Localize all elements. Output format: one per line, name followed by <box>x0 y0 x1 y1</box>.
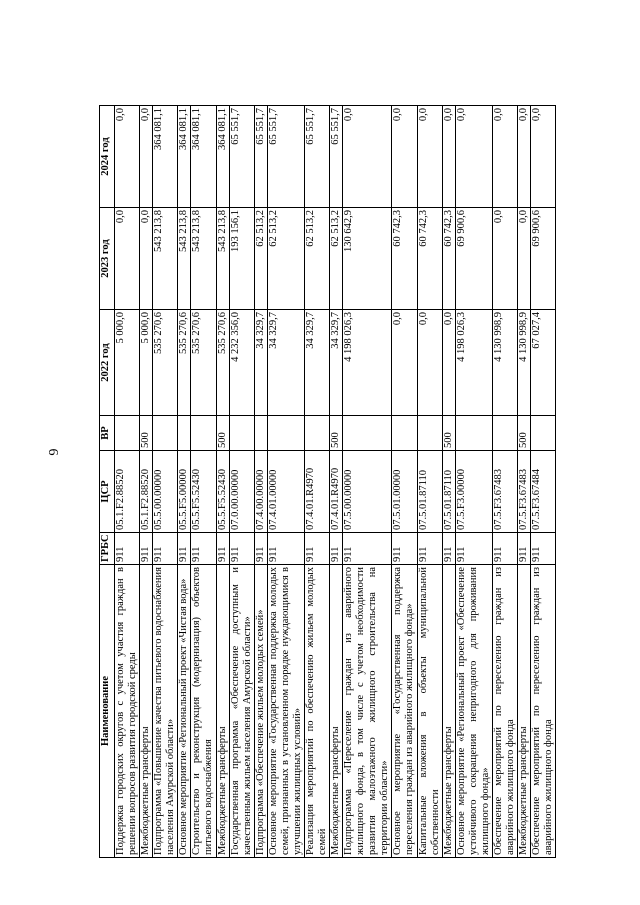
cell-2024: 0,0 <box>531 106 556 208</box>
cell-2024: 364 081,1 <box>178 106 191 208</box>
cell-csr: 07.5.F3.67483 <box>492 451 517 533</box>
cell-csr: 05.5.00.00000 <box>153 451 178 533</box>
cell-csr: 07.4.01.00000 <box>267 451 304 533</box>
cell-2024: 0,0 <box>115 106 140 208</box>
cell-csr: 07.5.01.00000 <box>392 451 417 533</box>
cell-vr <box>153 416 178 451</box>
col-header-grbs: ГРБС <box>100 533 115 565</box>
cell-2023: 60 742,3 <box>392 208 417 310</box>
cell-grbs: 911 <box>140 533 153 565</box>
table-row <box>492 106 517 858</box>
cell-2024: 364 081,1 <box>191 106 216 208</box>
cell-csr: 07.4.01.R4970 <box>330 451 343 533</box>
rotated-table-container <box>99 106 584 858</box>
cell-2023: 60 742,3 <box>442 208 455 310</box>
cell-vr: 500 <box>330 416 343 451</box>
cell-2023: 69 900,6 <box>455 208 492 310</box>
cell-grbs: 911 <box>442 533 455 565</box>
cell-2024: 65 551,7 <box>304 106 329 208</box>
cell-name: Реализация мероприятий по обеспечению жильем молодых семей <box>304 565 329 858</box>
cell-name: Межбюджетные трансферты <box>330 565 343 858</box>
cell-2024: 65 551,7 <box>254 106 267 208</box>
col-header-2024: 2024 год <box>100 106 115 208</box>
cell-grbs: 911 <box>492 533 517 565</box>
col-header-name: Наименование <box>100 565 115 858</box>
cell-grbs: 911 <box>178 533 191 565</box>
cell-grbs: 911 <box>392 533 417 565</box>
cell-grbs: 911 <box>518 533 531 565</box>
cell-2024: 0,0 <box>343 106 392 208</box>
cell-2022: 0,0 <box>392 310 417 416</box>
cell-2024: 0,0 <box>442 106 455 208</box>
cell-csr: 07.5.00.00000 <box>343 451 392 533</box>
cell-csr: 07.5.F3.00000 <box>455 451 492 533</box>
table-row <box>178 106 191 858</box>
cell-vr <box>229 416 254 451</box>
cell-csr: 07.0.00.00000 <box>229 451 254 533</box>
cell-2023: 0,0 <box>140 208 153 310</box>
table-row <box>518 106 531 858</box>
cell-name: Межбюджетные трансферты <box>442 565 455 858</box>
cell-2022: 34 329,7 <box>304 310 329 416</box>
cell-2022: 4 130 998,9 <box>518 310 531 416</box>
cell-2024: 0,0 <box>455 106 492 208</box>
cell-2024: 0,0 <box>492 106 517 208</box>
cell-2022: 535 270,6 <box>178 310 191 416</box>
cell-2022: 34 329,7 <box>254 310 267 416</box>
cell-2024: 364 081,1 <box>216 106 229 208</box>
cell-vr: 500 <box>442 416 455 451</box>
cell-vr: 500 <box>216 416 229 451</box>
cell-2024: 65 551,7 <box>267 106 304 208</box>
cell-name: Поддержка городских округов с учетом участия граждан в решении вопросов развития городской среды <box>115 565 140 858</box>
cell-vr <box>191 416 216 451</box>
cell-csr: 07.4.00.00000 <box>254 451 267 533</box>
table-row <box>330 106 343 858</box>
cell-vr <box>304 416 329 451</box>
table-row <box>115 106 140 858</box>
cell-2022: 535 270,6 <box>216 310 229 416</box>
cell-2024: 0,0 <box>518 106 531 208</box>
cell-2022: 34 329,7 <box>330 310 343 416</box>
cell-name: Межбюджетные трансферты <box>518 565 531 858</box>
cell-2023: 543 213,8 <box>216 208 229 310</box>
cell-2023: 60 742,3 <box>417 208 442 310</box>
cell-2024: 0,0 <box>140 106 153 208</box>
cell-name: Межбюджетные трансферты <box>140 565 153 858</box>
cell-grbs: 911 <box>254 533 267 565</box>
cell-vr <box>455 416 492 451</box>
cell-2024: 0,0 <box>417 106 442 208</box>
cell-2022: 4 198 026,3 <box>455 310 492 416</box>
cell-csr: 05.5.F5.52430 <box>191 451 216 533</box>
cell-grbs: 911 <box>455 533 492 565</box>
cell-csr: 07.5.01.87110 <box>417 451 442 533</box>
cell-vr <box>392 416 417 451</box>
cell-2024: 65 551,7 <box>330 106 343 208</box>
cell-name: Основное мероприятие «Региональный проект «Чистая вода» <box>178 565 191 858</box>
cell-2022: 5 000,0 <box>140 310 153 416</box>
cell-name: Капитальные вложения в объекты муниципальной собственности <box>417 565 442 858</box>
cell-grbs: 911 <box>531 533 556 565</box>
cell-2023: 0,0 <box>115 208 140 310</box>
cell-csr: 05.1.F2.88520 <box>140 451 153 533</box>
cell-2022: 0,0 <box>442 310 455 416</box>
table-row <box>191 106 216 858</box>
cell-vr <box>267 416 304 451</box>
cell-2022: 4 198 026,3 <box>343 310 392 416</box>
cell-grbs: 911 <box>153 533 178 565</box>
table-row <box>392 106 417 858</box>
cell-2023: 62 513,2 <box>330 208 343 310</box>
cell-2022: 0,0 <box>417 310 442 416</box>
cell-vr: 500 <box>140 416 153 451</box>
table-body <box>115 106 556 858</box>
cell-grbs: 911 <box>267 533 304 565</box>
cell-2022: 34 329,7 <box>267 310 304 416</box>
cell-2023: 69 900,6 <box>531 208 556 310</box>
cell-vr <box>115 416 140 451</box>
table-row <box>304 106 329 858</box>
cell-name: Основное мероприятие «Государственная поддержка молодых семей, признанных в установленном порядке нуждающимися в улучшении жилищных условий» <box>267 565 304 858</box>
cell-name: Основное мероприятие «Государственная поддержка переселения граждан из аварийного жилищного фонда» <box>392 565 417 858</box>
table-row <box>417 106 442 858</box>
cell-csr: 07.5.F3.67483 <box>518 451 531 533</box>
cell-2024: 65 551,7 <box>229 106 254 208</box>
cell-grbs: 911 <box>417 533 442 565</box>
cell-name: Подпрограмма «Повышение качества питьевого водоснабжения населения Амурской области» <box>153 565 178 858</box>
cell-vr <box>417 416 442 451</box>
cell-2022: 535 270,6 <box>191 310 216 416</box>
cell-vr <box>531 416 556 451</box>
table-row <box>442 106 455 858</box>
table-row <box>531 106 556 858</box>
cell-name: Основное мероприятие «Региональный проект «Обеспечение устойчивого сокращения непригодного для проживания жилищного фонда» <box>455 565 492 858</box>
cell-2022: 5 000,0 <box>115 310 140 416</box>
cell-grbs: 911 <box>191 533 216 565</box>
cell-2022: 67 027,4 <box>531 310 556 416</box>
table-row <box>343 106 392 858</box>
cell-vr <box>492 416 517 451</box>
cell-name: Подпрограмма «Обеспечение жильем молодых семей» <box>254 565 267 858</box>
cell-2023: 62 513,2 <box>254 208 267 310</box>
cell-name: Государственная программа «Обеспечение доступным и качественным жильем населения Амурской области» <box>229 565 254 858</box>
cell-grbs: 911 <box>229 533 254 565</box>
table-row <box>140 106 153 858</box>
table-header-row <box>100 106 115 858</box>
cell-2023: 62 513,2 <box>304 208 329 310</box>
cell-name: Подпрограмма «Переселение граждан из аварийного жилищного фонда, в том числе с учетом необходимости развития малоэтажного жилищного строительства на территории области» <box>343 565 392 858</box>
cell-2024: 364 081,1 <box>153 106 178 208</box>
table-row <box>254 106 267 858</box>
cell-grbs: 911 <box>343 533 392 565</box>
cell-vr <box>178 416 191 451</box>
cell-2023: 130 642,9 <box>343 208 392 310</box>
cell-csr: 05.5.F5.00000 <box>178 451 191 533</box>
cell-2024: 0,0 <box>392 106 417 208</box>
table-row <box>455 106 492 858</box>
table-row <box>229 106 254 858</box>
table-row <box>267 106 304 858</box>
cell-2023: 0,0 <box>518 208 531 310</box>
page-number: 6 <box>45 448 60 456</box>
cell-csr: 07.5.F3.67484 <box>531 451 556 533</box>
cell-2023: 0,0 <box>492 208 517 310</box>
table-row <box>216 106 229 858</box>
cell-2023: 543 213,8 <box>153 208 178 310</box>
cell-name: Строительство и реконструкция (модернизация) объектов питьевого водоснабжения <box>191 565 216 858</box>
cell-grbs: 911 <box>304 533 329 565</box>
cell-2022: 4 130 998,9 <box>492 310 517 416</box>
cell-vr <box>254 416 267 451</box>
col-header-vr: ВР <box>100 416 115 451</box>
col-header-2022: 2022 год <box>100 310 115 416</box>
cell-csr: 07.5.01.87110 <box>442 451 455 533</box>
cell-name: Обеспечение мероприятий по переселению граждан из аварийного жилищного фонда <box>492 565 517 858</box>
cell-csr: 07.4.01.R4970 <box>304 451 329 533</box>
cell-name: Межбюджетные трансферты <box>216 565 229 858</box>
cell-csr: 05.1.F2.88520 <box>115 451 140 533</box>
cell-2023: 543 213,8 <box>191 208 216 310</box>
cell-grbs: 911 <box>216 533 229 565</box>
cell-grbs: 911 <box>330 533 343 565</box>
table-row <box>153 106 178 858</box>
cell-name: Обеспечение мероприятий по переселению граждан из аварийного жилищного фонда <box>531 565 556 858</box>
col-header-2023: 2023 год <box>100 208 115 310</box>
cell-vr <box>343 416 392 451</box>
cell-2023: 193 156,1 <box>229 208 254 310</box>
cell-grbs: 911 <box>115 533 140 565</box>
cell-2022: 535 270,6 <box>153 310 178 416</box>
col-header-csr: ЦСР <box>100 451 115 533</box>
cell-2022: 4 232 356,0 <box>229 310 254 416</box>
budget-table <box>99 105 556 858</box>
cell-2023: 62 513,2 <box>267 208 304 310</box>
cell-csr: 05.5.F5.52430 <box>216 451 229 533</box>
cell-vr: 500 <box>518 416 531 451</box>
cell-2023: 543 213,8 <box>178 208 191 310</box>
